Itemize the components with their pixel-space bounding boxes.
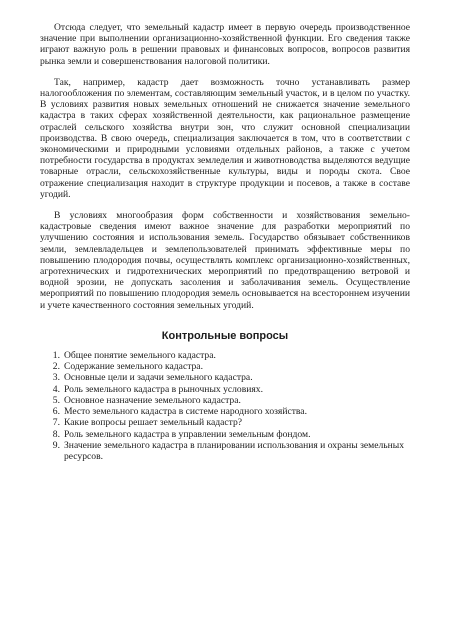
question-number: 5. xyxy=(52,394,60,406)
question-number: 1. xyxy=(52,350,60,362)
question-item xyxy=(40,395,410,406)
question-item xyxy=(40,350,410,361)
section-title: Контрольные вопросы xyxy=(161,329,289,342)
question-text: Место земельного кадастра в системе народного хозяйства. xyxy=(64,406,307,418)
question-number: 6. xyxy=(52,406,60,418)
question-text: Роль земельного кадастра в рыночных условиях. xyxy=(64,383,263,395)
question-number: 7. xyxy=(52,417,60,429)
paragraph-intro: Отсюда следует, что земельный кадастр имеет в первую очередь производственное значение при выполнении организационно-хозяйственной функции. Его сведения также играют важную роль в решении правовых и финансовых вопросов, вопросов развития рынка земли и совершенствования налоговой политики. xyxy=(40,22,410,67)
question-item xyxy=(40,384,410,395)
question-text: Какие вопросы решает земельный кадастр? xyxy=(64,417,243,429)
question-item xyxy=(40,406,410,417)
question-number: 4. xyxy=(52,383,60,395)
document-page xyxy=(40,22,410,462)
question-text: Содержание земельного кадастра. xyxy=(64,361,203,373)
question-text: Общее понятие земельного кадастра. xyxy=(64,350,216,362)
question-text: Основные цели и задачи земельного кадастра. xyxy=(64,372,253,384)
question-number: 8. xyxy=(52,428,60,440)
question-number: 2. xyxy=(52,361,60,373)
question-text: Значение земельного кадастра в планировании использования и охраны земельных ресурсов. xyxy=(64,439,405,462)
question-text: Основное назначение земельного кадастра. xyxy=(64,394,241,406)
question-text: Роль земельного кадастра в управлении земельным фондом. xyxy=(64,428,311,440)
paragraph-taxation: Так, например, кадастр дает возможность точно устанавливать размер налогообложения по элементам, составляющим земельный участок, и в целом по участку. В условиях развития новых земельных отношений не снижается значение земельного кадастра в таких сферах хозяйственной деятельности, как рациональное размещение отраслей сельского хозяйства внутри зон, что служит основной специализации производства. В свою очередь, специализация заключается в том, что в соответствии с экономическими и природными условиями отдельных районов, а также с учетом потребности государства в продуктах земледелия и животноводства выделяются ведущие товарные отрасли, сельскохозяйственные культуры, виды и породы скота. Свое отражение специализация находит в структуре продукции и посевов, а также в составе угодий. xyxy=(40,76,410,200)
questions-list xyxy=(40,350,410,462)
question-item xyxy=(40,372,410,383)
paragraph-land-fertility: В условиях многообразия форм собственности и хозяйствования земельно-кадастровые сведения имеют важное значение для разработки мероприятий по улучшению состояния и использования земель. Государство обязывает собственников земли, землевладельцев и землепользователей принимать эффективные меры по повышению плодородия почвы, осуществлять комплекс организационно-хозяйственных, агротехнических и гидротехнических мероприятий по предотвращению ветровой и водной эрозии, не допускать засоления и заболачивания земель. Осуществление мероприятий по повышению плодородия земель основывается на всестороннем изучении и учете качественного состояния земельных угодий. xyxy=(40,210,410,311)
question-number: 9. xyxy=(52,439,60,451)
question-item xyxy=(40,440,410,462)
question-item xyxy=(40,417,410,428)
question-item xyxy=(40,429,410,440)
question-number: 3. xyxy=(52,372,60,384)
question-item xyxy=(40,361,410,372)
